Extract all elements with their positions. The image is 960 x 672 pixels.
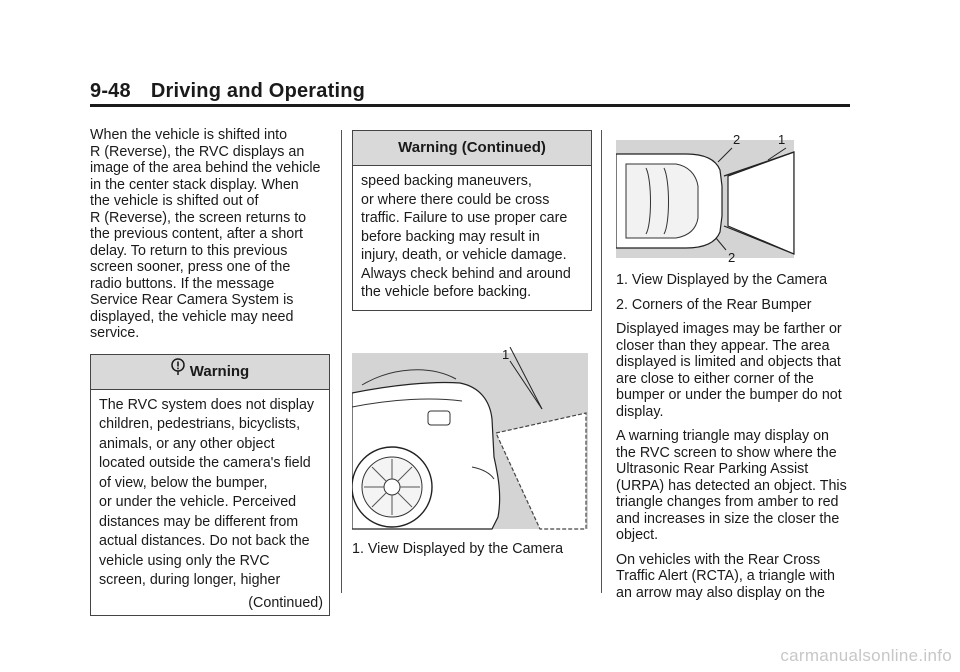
section-title: Driving and Operating: [150, 80, 366, 102]
paragraph-rcta: On vehicles with the Rear Cross Traffic Alert (RCTA), a triangle with an arrow may also display on the: [616, 551, 836, 601]
figure-callout-1: 1: [502, 346, 510, 362]
figure-callout-2-bottom: 2: [728, 250, 736, 265]
watermark: carmanualsonline.info: [780, 646, 952, 665]
warning-continued-box: [352, 130, 592, 311]
warning-continued-header: Warning (Continued): [353, 131, 591, 166]
figure-callout-1: 1: [778, 132, 786, 147]
legend-item: 2. Corners of the Rear Bumper: [616, 296, 812, 313]
warning-icon: [171, 355, 185, 389]
page-header: [90, 80, 365, 103]
column-1: [90, 127, 332, 616]
header-rule: [90, 104, 850, 107]
column-divider-1: [341, 130, 342, 593]
column-3: [616, 130, 861, 609]
warning-header: [91, 355, 329, 390]
paragraph-image-accuracy: Displayed images may be farther or closer than they appear. The area displayed is limited and objects that are close to either corner of the bumper or under the bumper do not display.: [616, 321, 842, 420]
column-divider-2: [601, 130, 602, 593]
warning-continued-body: speed backing maneuvers, or where there could be cross traffic. Failure to use proper care before backing may result in injury, death, or vehicle damage. Always check behind and around the vehicle before backing.: [361, 173, 571, 300]
warning-body: The RVC system does not display children, pedestrians, bicyclists, animals, or any other object located outside the camera's field of view, below the bumper, or under the vehicle. Perceived distances may be different from actual distances. Do not back the vehicle using only the RVC screen, during longer, higher: [99, 396, 315, 588]
figure-callout-2-top: 2: [733, 132, 741, 147]
legend-item: 1. View Displayed by the Camera: [616, 272, 828, 288]
paragraph-urpa: A warning triangle may display on the RVC screen to show where the Ultrasonic Rear Parking Assist (URPA) has detected an object. This triangle changes from amber to red and increases in size the closer the object.: [616, 428, 847, 543]
continued-label: (Continued): [248, 594, 323, 611]
rear-camera-top-view-figure: [616, 130, 850, 266]
warning-title: Warning: [189, 362, 250, 380]
figure-caption: 1. View Displayed by the Camera: [352, 540, 564, 557]
warning-box: [90, 354, 330, 617]
figure-legend: [616, 272, 861, 313]
page-number: 9-48: [90, 80, 131, 102]
column-2: [352, 130, 588, 565]
intro-paragraph: When the vehicle is shifted into R (Reverse), the RVC displays an image of the area behind the vehicle in the center stack display. When the vehicle is shifted out of R (Reverse), the screen returns to the previous content, after a short delay. To return to this previous screen sooner, press one of the radio buttons. If the message Service Rear Camera System is displayed, the vehicle may need service.: [90, 127, 321, 341]
rear-camera-side-view-figure: [352, 347, 588, 533]
